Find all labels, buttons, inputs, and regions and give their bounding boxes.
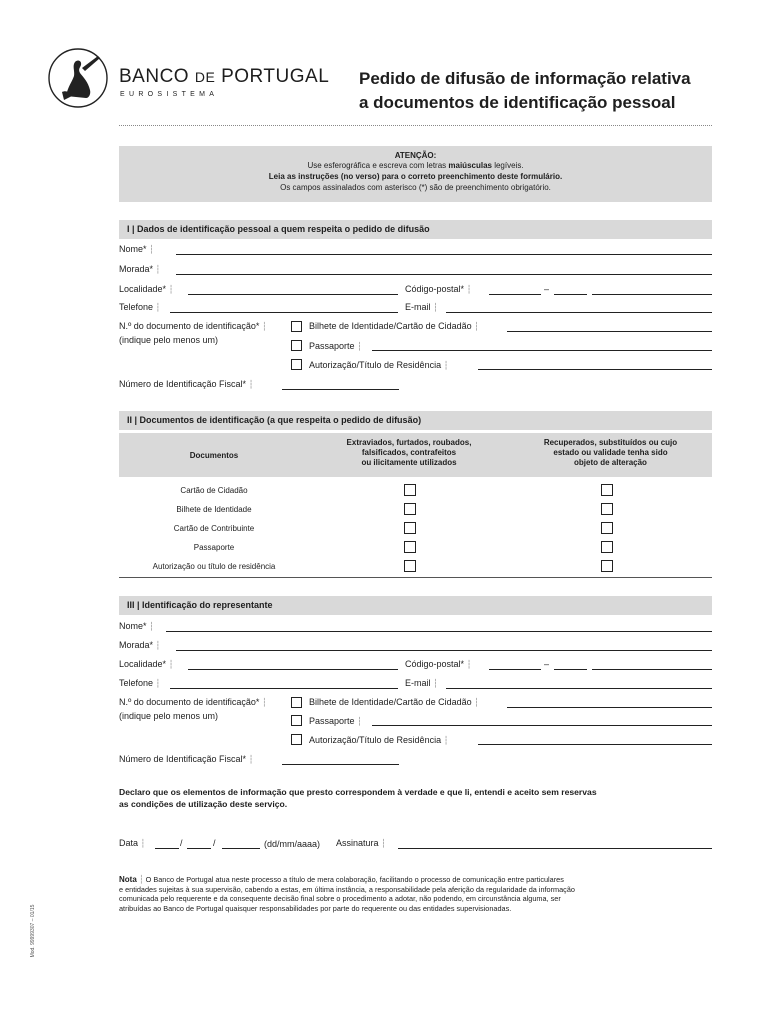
s1-nif-field[interactable] bbox=[282, 389, 399, 390]
table-row bbox=[119, 483, 712, 502]
s3-nif-field[interactable] bbox=[282, 764, 399, 765]
s3-postal-field-2[interactable] bbox=[554, 669, 587, 670]
s3-passport-field[interactable] bbox=[372, 725, 712, 726]
s3-name-label: Nome* ┆ bbox=[119, 621, 154, 631]
s3-passport-checkbox[interactable] bbox=[291, 715, 302, 726]
notice-line1-c: legíveis. bbox=[491, 161, 524, 170]
row-recovered-checkbox[interactable] bbox=[601, 541, 613, 553]
s3-phone-field[interactable] bbox=[170, 688, 398, 689]
section1-title: I | Dados de identificação pessoal a quem respeita o pedido de difusão bbox=[127, 224, 430, 234]
s3-bi-cc-checkbox[interactable] bbox=[291, 697, 302, 708]
s3-passport-label: Passaporte ┆ bbox=[309, 716, 362, 726]
section2-title: II | Documentos de identificação (a que respeita o pedido de difusão) bbox=[127, 415, 422, 425]
s3-postal-field-1[interactable] bbox=[489, 669, 541, 670]
signature-label: Assinatura ┆ bbox=[336, 838, 386, 848]
s1-address-label: Morada* ┆ bbox=[119, 264, 161, 274]
model-code: Mod. 99999307 – 01/15 bbox=[30, 904, 36, 958]
s3-postal-label: Código-postal* ┆ bbox=[405, 659, 472, 669]
s3-email-label: E-mail ┆ bbox=[405, 678, 438, 688]
s3-address-field[interactable] bbox=[176, 650, 712, 651]
s1-locality-label: Localidade* ┆ bbox=[119, 284, 174, 294]
notice-line1-a: Use esferográfica e escreva com letras bbox=[307, 161, 449, 170]
date-label: Data ┆ bbox=[119, 838, 146, 848]
s1-locality-field[interactable] bbox=[188, 294, 398, 295]
s3-doc-label: N.º do documento de identificação* ┆ bbox=[119, 697, 267, 707]
header-divider bbox=[119, 125, 712, 126]
row-recovered-checkbox[interactable] bbox=[601, 503, 613, 515]
note-line2: e entidades sujeitas à sua supervisão, cabendo a estas, em última instância, a responsabilidade pela aferição da regularidade da informação bbox=[119, 884, 575, 894]
s1-phone-label: Telefone ┆ bbox=[119, 302, 161, 312]
table-bottom-rule bbox=[119, 577, 712, 578]
table-row bbox=[119, 521, 712, 540]
row-label: Cartão de Cidadão bbox=[180, 486, 248, 495]
s1-postal-field-2[interactable] bbox=[554, 294, 587, 295]
s1-doc-hint: (indique pelo menos um) bbox=[119, 335, 219, 345]
s3-bi-cc-field[interactable] bbox=[507, 707, 712, 708]
s3-postal-field-3[interactable] bbox=[592, 669, 712, 670]
postal-dash: – bbox=[544, 284, 550, 294]
row-label: Passaporte bbox=[193, 543, 235, 552]
row-lost-checkbox[interactable] bbox=[404, 522, 416, 534]
s1-residence-checkbox[interactable] bbox=[291, 359, 302, 370]
s3-phone-label: Telefone ┆ bbox=[119, 678, 161, 688]
s3-locality-label: Localidade* ┆ bbox=[119, 659, 174, 669]
col-documents: Documentos bbox=[189, 451, 239, 460]
s1-address-field[interactable] bbox=[176, 274, 712, 275]
date-slash-1: / bbox=[180, 838, 183, 848]
note-line4: atribuídas ao Banco de Portugal quaisquer responsabilidades por parte do requerente ou das entidades supervisionadas. bbox=[119, 903, 512, 913]
s3-bi-cc-label: Bilhete de Identidade/Cartão de Cidadão ┆ bbox=[309, 697, 479, 707]
s1-bi-cc-field[interactable] bbox=[507, 331, 712, 332]
row-lost-checkbox[interactable] bbox=[404, 484, 416, 496]
section1-header bbox=[119, 220, 712, 239]
col-lost: Extraviados, furtados, roubados, falsificados, contrafeitos ou ilicitamente utilizados bbox=[346, 438, 472, 467]
date-month-field[interactable] bbox=[187, 848, 211, 849]
bank-name-part2: DE bbox=[194, 69, 216, 85]
s1-doc-label: N.º do documento de identificação* ┆ bbox=[119, 321, 267, 331]
s1-nif-label: Número de Identificação Fiscal* ┆ bbox=[119, 379, 254, 389]
s1-passport-label: Passaporte ┆ bbox=[309, 341, 362, 351]
section3-title: III | Identificação do representante bbox=[127, 600, 273, 610]
bank-seal-icon bbox=[44, 46, 112, 110]
col-recovered: Recuperados, substituídos ou cujo estado ou validade tenha sido objeto de alteração bbox=[543, 438, 678, 467]
row-label: Cartão de Contribuinte bbox=[173, 524, 255, 533]
postal-dash: – bbox=[544, 659, 550, 669]
s3-residence-field[interactable] bbox=[478, 744, 712, 745]
s1-residence-field[interactable] bbox=[478, 369, 712, 370]
note-label: Nota bbox=[119, 875, 137, 884]
row-lost-checkbox[interactable] bbox=[404, 560, 416, 572]
notice-box bbox=[119, 146, 712, 202]
s1-postal-field-1[interactable] bbox=[489, 294, 541, 295]
s1-name-field[interactable] bbox=[176, 254, 712, 255]
s1-residence-label: Autorização/Título de Residência ┆ bbox=[309, 360, 449, 370]
s1-passport-field[interactable] bbox=[372, 350, 712, 351]
s1-email-field[interactable] bbox=[446, 312, 712, 313]
notice-line3: Os campos assinalados com asterisco (*) são de preenchimento obrigatório. bbox=[280, 183, 551, 192]
notice-line1-b: maiúsculas bbox=[448, 161, 492, 170]
s3-nif-label: Número de Identificação Fiscal* ┆ bbox=[119, 754, 254, 764]
notice-line2: Leia as instruções (no verso) para o correto preenchimento deste formulário. bbox=[268, 172, 563, 181]
s1-passport-checkbox[interactable] bbox=[291, 340, 302, 351]
row-lost-checkbox[interactable] bbox=[404, 503, 416, 515]
s1-postal-field-3[interactable] bbox=[592, 294, 712, 295]
date-day-field[interactable] bbox=[155, 848, 179, 849]
s1-postal-label: Código-postal* ┆ bbox=[405, 284, 472, 294]
signature-field[interactable] bbox=[398, 848, 712, 849]
note-line3: comunicada pelo requerente e da consequente decisão final sobre o procedimento a adotar, não podendo, em circunstância alguma, ser bbox=[119, 894, 561, 903]
declaration-line1: Declaro que os elementos de informação que presto correspondem à verdade e que li, entendi e aceito sem reservas bbox=[119, 787, 597, 797]
date-format-hint: (dd/mm/aaaa) bbox=[264, 839, 321, 849]
row-label: Bilhete de Identidade bbox=[176, 505, 252, 514]
s1-name-label: Nome* ┆ bbox=[119, 244, 154, 254]
note-block bbox=[119, 875, 712, 913]
declaration-line2: as condições de utilização deste serviço. bbox=[119, 799, 288, 809]
bank-name-part3: PORTUGAL bbox=[221, 66, 330, 87]
date-slash-2: / bbox=[213, 838, 216, 848]
row-label: Autorização ou título de residência bbox=[152, 562, 276, 571]
note-text-1: O Banco de Portugal atua neste processo a título de mera colaboração, facilitando o processo de comunicação entre particulares bbox=[145, 875, 564, 884]
note-line1: Nota ┆ O Banco de Portugal atua neste processo a título de mera colaboração, facilitando o processo de comunicação entre particulares bbox=[119, 875, 564, 884]
row-recovered-checkbox[interactable] bbox=[601, 484, 613, 496]
section3-header bbox=[119, 596, 712, 615]
s3-doc-hint: (indique pelo menos um) bbox=[119, 711, 219, 721]
notice-heading: ATENÇÃO: bbox=[394, 151, 437, 160]
date-year-field[interactable] bbox=[222, 848, 260, 849]
bank-logo bbox=[44, 46, 112, 110]
bank-name-part1: BANCO bbox=[119, 66, 190, 87]
s1-bi-cc-checkbox[interactable] bbox=[291, 321, 302, 332]
table-row bbox=[119, 540, 712, 559]
s3-address-label: Morada* ┆ bbox=[119, 640, 161, 650]
s3-email-field[interactable] bbox=[446, 688, 712, 689]
s3-locality-field[interactable] bbox=[188, 669, 398, 670]
s1-bi-cc-label: Bilhete de Identidade/Cartão de Cidadão ┆ bbox=[309, 321, 479, 331]
section2-header bbox=[119, 411, 712, 430]
documents-table-header bbox=[119, 433, 712, 477]
form-title-line1: Pedido de difusão de informação relativa bbox=[359, 69, 691, 88]
s1-phone-field[interactable] bbox=[170, 312, 398, 313]
row-recovered-checkbox[interactable] bbox=[601, 522, 613, 534]
eurosystem-label: EUROSISTEMA bbox=[120, 91, 219, 98]
s3-name-field[interactable] bbox=[166, 631, 712, 632]
s3-residence-label: Autorização/Título de Residência ┆ bbox=[309, 735, 449, 745]
table-row bbox=[119, 502, 712, 521]
table-row bbox=[119, 559, 712, 578]
row-lost-checkbox[interactable] bbox=[404, 541, 416, 553]
s1-email-label: E-mail ┆ bbox=[405, 302, 438, 312]
notice-line1 bbox=[119, 161, 712, 171]
row-recovered-checkbox[interactable] bbox=[601, 560, 613, 572]
s3-residence-checkbox[interactable] bbox=[291, 734, 302, 745]
form-title-line2: a documentos de identificação pessoal bbox=[359, 93, 676, 112]
